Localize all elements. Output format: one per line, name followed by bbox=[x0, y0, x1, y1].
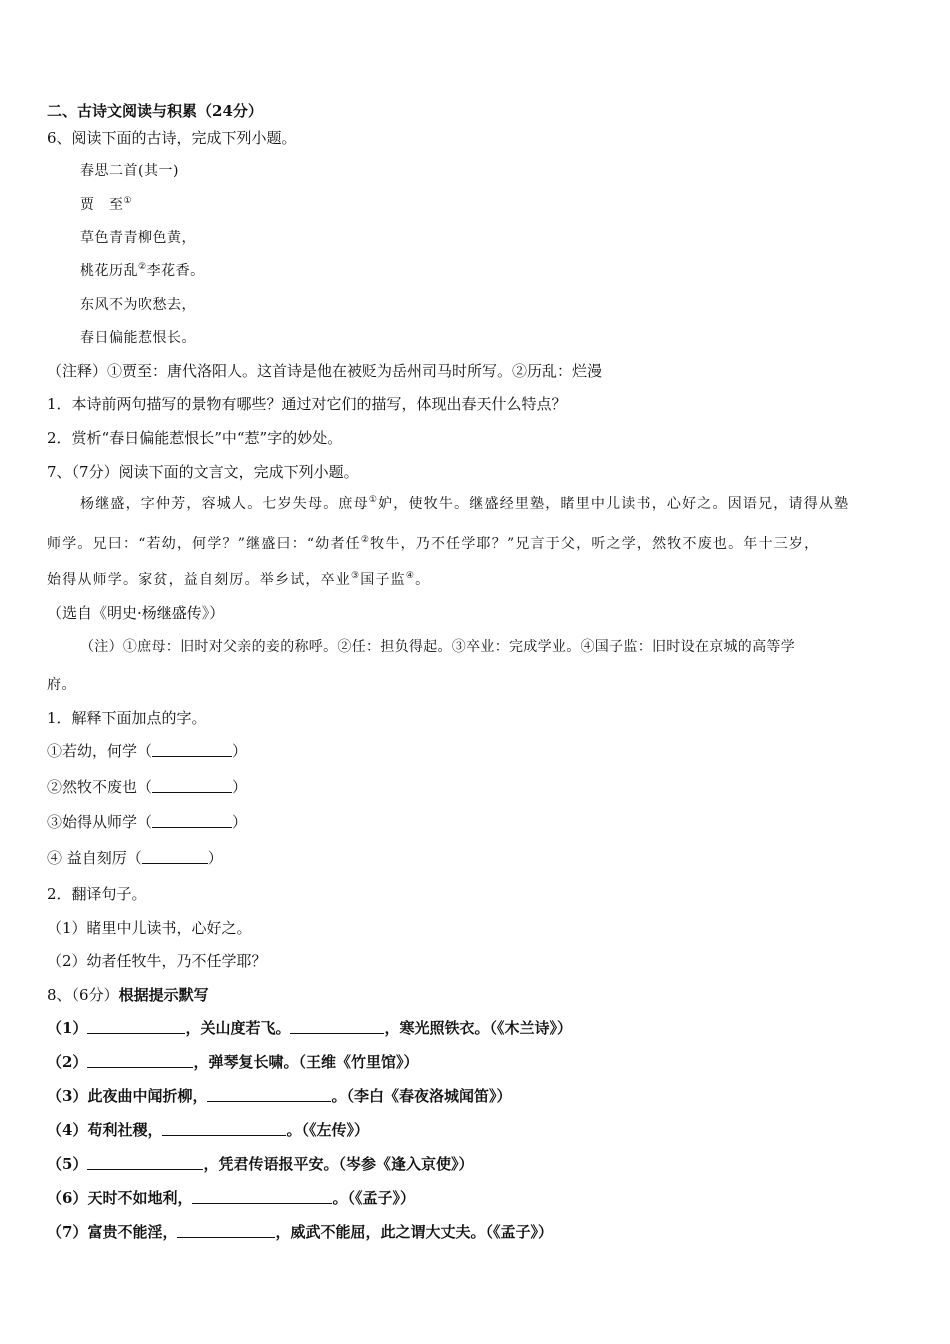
recite-row-7 bbox=[47, 1222, 553, 1242]
row-text: ，弹琴复长啸。（王维《竹里馆》） bbox=[193, 1053, 419, 1071]
row-text: 苟利社稷， bbox=[87, 1121, 163, 1139]
q7-stem: 7、（7分）阅读下面的文言文，完成下列小题。 bbox=[47, 463, 359, 481]
passage-line-1 bbox=[80, 494, 849, 514]
row-text: 。（《孟子》） bbox=[332, 1189, 415, 1207]
note-mark: ① bbox=[368, 495, 379, 505]
explain-item-text: ） bbox=[232, 813, 248, 831]
answer-blank[interactable] bbox=[152, 813, 232, 828]
note-mark: ② bbox=[138, 262, 147, 272]
row-number: （7） bbox=[47, 1223, 88, 1241]
note-mark: ④ bbox=[405, 571, 416, 581]
passage-text: 国子监 bbox=[360, 572, 406, 588]
q8-stem-title: 根据提示默写 bbox=[118, 986, 209, 1004]
row-number: （1） bbox=[47, 1019, 88, 1037]
passage-text: 。 bbox=[415, 572, 431, 588]
row-text: ，凭君传语报平安。（岑参《逢入京使》） bbox=[203, 1155, 474, 1173]
answer-blank[interactable] bbox=[152, 778, 232, 793]
row-text: ，威武不能屈，此之谓大丈夫。（《孟子》） bbox=[275, 1223, 553, 1241]
q8-stem-prefix: 8、（6分） bbox=[47, 986, 119, 1004]
poem-line-3: 东风不为吹愁去， bbox=[80, 297, 196, 313]
q6-sub-question-2: 2．赏析“春日偏能惹恨长”中“惹”字的妙处。 bbox=[47, 429, 343, 447]
poem-line-2-part: 李花香。 bbox=[146, 263, 205, 279]
answer-blank[interactable] bbox=[142, 849, 208, 864]
note-mark: ③ bbox=[351, 571, 361, 581]
answer-blank[interactable] bbox=[162, 1121, 286, 1136]
recite-row-5 bbox=[47, 1154, 473, 1174]
row-number: （3） bbox=[47, 1087, 88, 1105]
passage-text: 始得从师学。家贫，益自刻厉。举乡试，卒业 bbox=[47, 572, 351, 588]
row-text: ，寒光照铁衣。（《木兰诗》） bbox=[384, 1019, 572, 1037]
poem-line-2 bbox=[80, 261, 205, 281]
row-text: ，关山度若飞。 bbox=[185, 1019, 291, 1037]
answer-blank[interactable] bbox=[87, 1019, 185, 1034]
poem-line-2-part: 桃花历乱 bbox=[80, 263, 138, 279]
explain-item bbox=[47, 812, 247, 832]
q7-sub-question-1: 1．解释下面加点的字。 bbox=[47, 709, 207, 727]
explain-item bbox=[47, 741, 247, 761]
row-number: （4） bbox=[47, 1121, 88, 1139]
poem-author bbox=[80, 195, 132, 215]
q6-sub-question-1: 1．本诗前两句描写的景物有哪些？通过对它们的描写，体现出春天什么特点？ bbox=[47, 395, 567, 413]
passage-text: 师学。兄曰：“若幼，何学？”继盛曰：“幼者任 bbox=[47, 536, 361, 552]
q8-stem bbox=[47, 985, 209, 1005]
passage-notes-continued: 府。 bbox=[47, 677, 76, 693]
recite-row-3 bbox=[47, 1086, 511, 1106]
row-text: 富贵不能淫， bbox=[87, 1223, 178, 1241]
answer-blank[interactable] bbox=[87, 1053, 193, 1068]
answer-blank[interactable] bbox=[192, 1189, 332, 1204]
answer-blank[interactable] bbox=[152, 742, 232, 757]
answer-blank[interactable] bbox=[177, 1223, 275, 1238]
passage-text: 妒，使牧牛。继盛经里塾，睹里中儿读书，心好之。因语兄，请得从塾 bbox=[378, 496, 850, 512]
answer-blank[interactable] bbox=[290, 1019, 384, 1034]
row-text: 天时不如地利， bbox=[87, 1189, 193, 1207]
translate-sentence: （1）睹里中儿读书，心好之。 bbox=[47, 919, 252, 937]
row-number: （6） bbox=[47, 1189, 88, 1207]
recite-row-4 bbox=[47, 1120, 369, 1140]
explain-item-text: ） bbox=[232, 778, 248, 796]
answer-blank[interactable] bbox=[87, 1155, 203, 1170]
q7-sub-question-2: 2．翻译句子。 bbox=[47, 885, 147, 903]
explain-item-text: ④ 益自刻厉（ bbox=[47, 849, 142, 867]
explain-item-text: ②然牧不废也（ bbox=[47, 778, 153, 796]
passage-line-2 bbox=[47, 534, 819, 554]
answer-blank[interactable] bbox=[207, 1087, 331, 1102]
row-text: 。（《左传》） bbox=[286, 1121, 369, 1139]
explain-item-text: ） bbox=[232, 742, 248, 760]
row-text: 。（李白《春夜洛城闻笛》） bbox=[331, 1087, 512, 1105]
poem-line-1: 草色青青柳色黄， bbox=[80, 230, 196, 246]
passage-line-3 bbox=[47, 570, 430, 590]
recite-row-1 bbox=[47, 1018, 572, 1038]
note-mark: ② bbox=[360, 535, 371, 545]
row-number: （2） bbox=[47, 1053, 88, 1071]
q6-stem: 6、阅读下面的古诗，完成下列小题。 bbox=[47, 129, 297, 147]
passage-text: 牧牛，乃不任学耶？”兄言于父，听之学，然牧不废也。年十三岁， bbox=[370, 536, 820, 552]
passage-text: 杨继盛，字仲芳，容城人。七岁失母。庶母 bbox=[80, 496, 369, 512]
row-number: （5） bbox=[47, 1155, 88, 1173]
poem-title: 春思二首(其一) bbox=[80, 163, 179, 179]
explain-item bbox=[47, 848, 223, 868]
poem-annotation: （注释）①贾至：唐代洛阳人。这首诗是他在被贬为岳州司马时所写。②历乱：烂漫 bbox=[47, 362, 603, 380]
passage-source: （选自《明史·杨继盛传》） bbox=[47, 604, 225, 622]
explain-item bbox=[47, 777, 247, 797]
row-text: 此夜曲中闻折柳， bbox=[87, 1087, 208, 1105]
note-mark: ① bbox=[123, 196, 133, 206]
recite-row-2 bbox=[47, 1052, 418, 1072]
poet-name: 贾 至 bbox=[80, 197, 124, 213]
explain-item-text: ③始得从师学（ bbox=[47, 813, 153, 831]
poem-line-4: 春日偏能惹恨长。 bbox=[80, 330, 196, 346]
passage-notes: （注）①庶母：旧时对父亲的妾的称呼。②任：担负得起。③卒业：完成学业。④国子监：旧时设在京城的高等学 bbox=[80, 639, 795, 655]
explain-item-text: ①若幼，何学（ bbox=[47, 742, 153, 760]
translate-sentence: （2）幼者任牧牛，乃不任学耶？ bbox=[47, 952, 267, 970]
recite-row-6 bbox=[47, 1188, 415, 1208]
explain-item-text: ） bbox=[207, 849, 223, 867]
section-title: 二、古诗文阅读与积累（24分） bbox=[47, 102, 263, 120]
